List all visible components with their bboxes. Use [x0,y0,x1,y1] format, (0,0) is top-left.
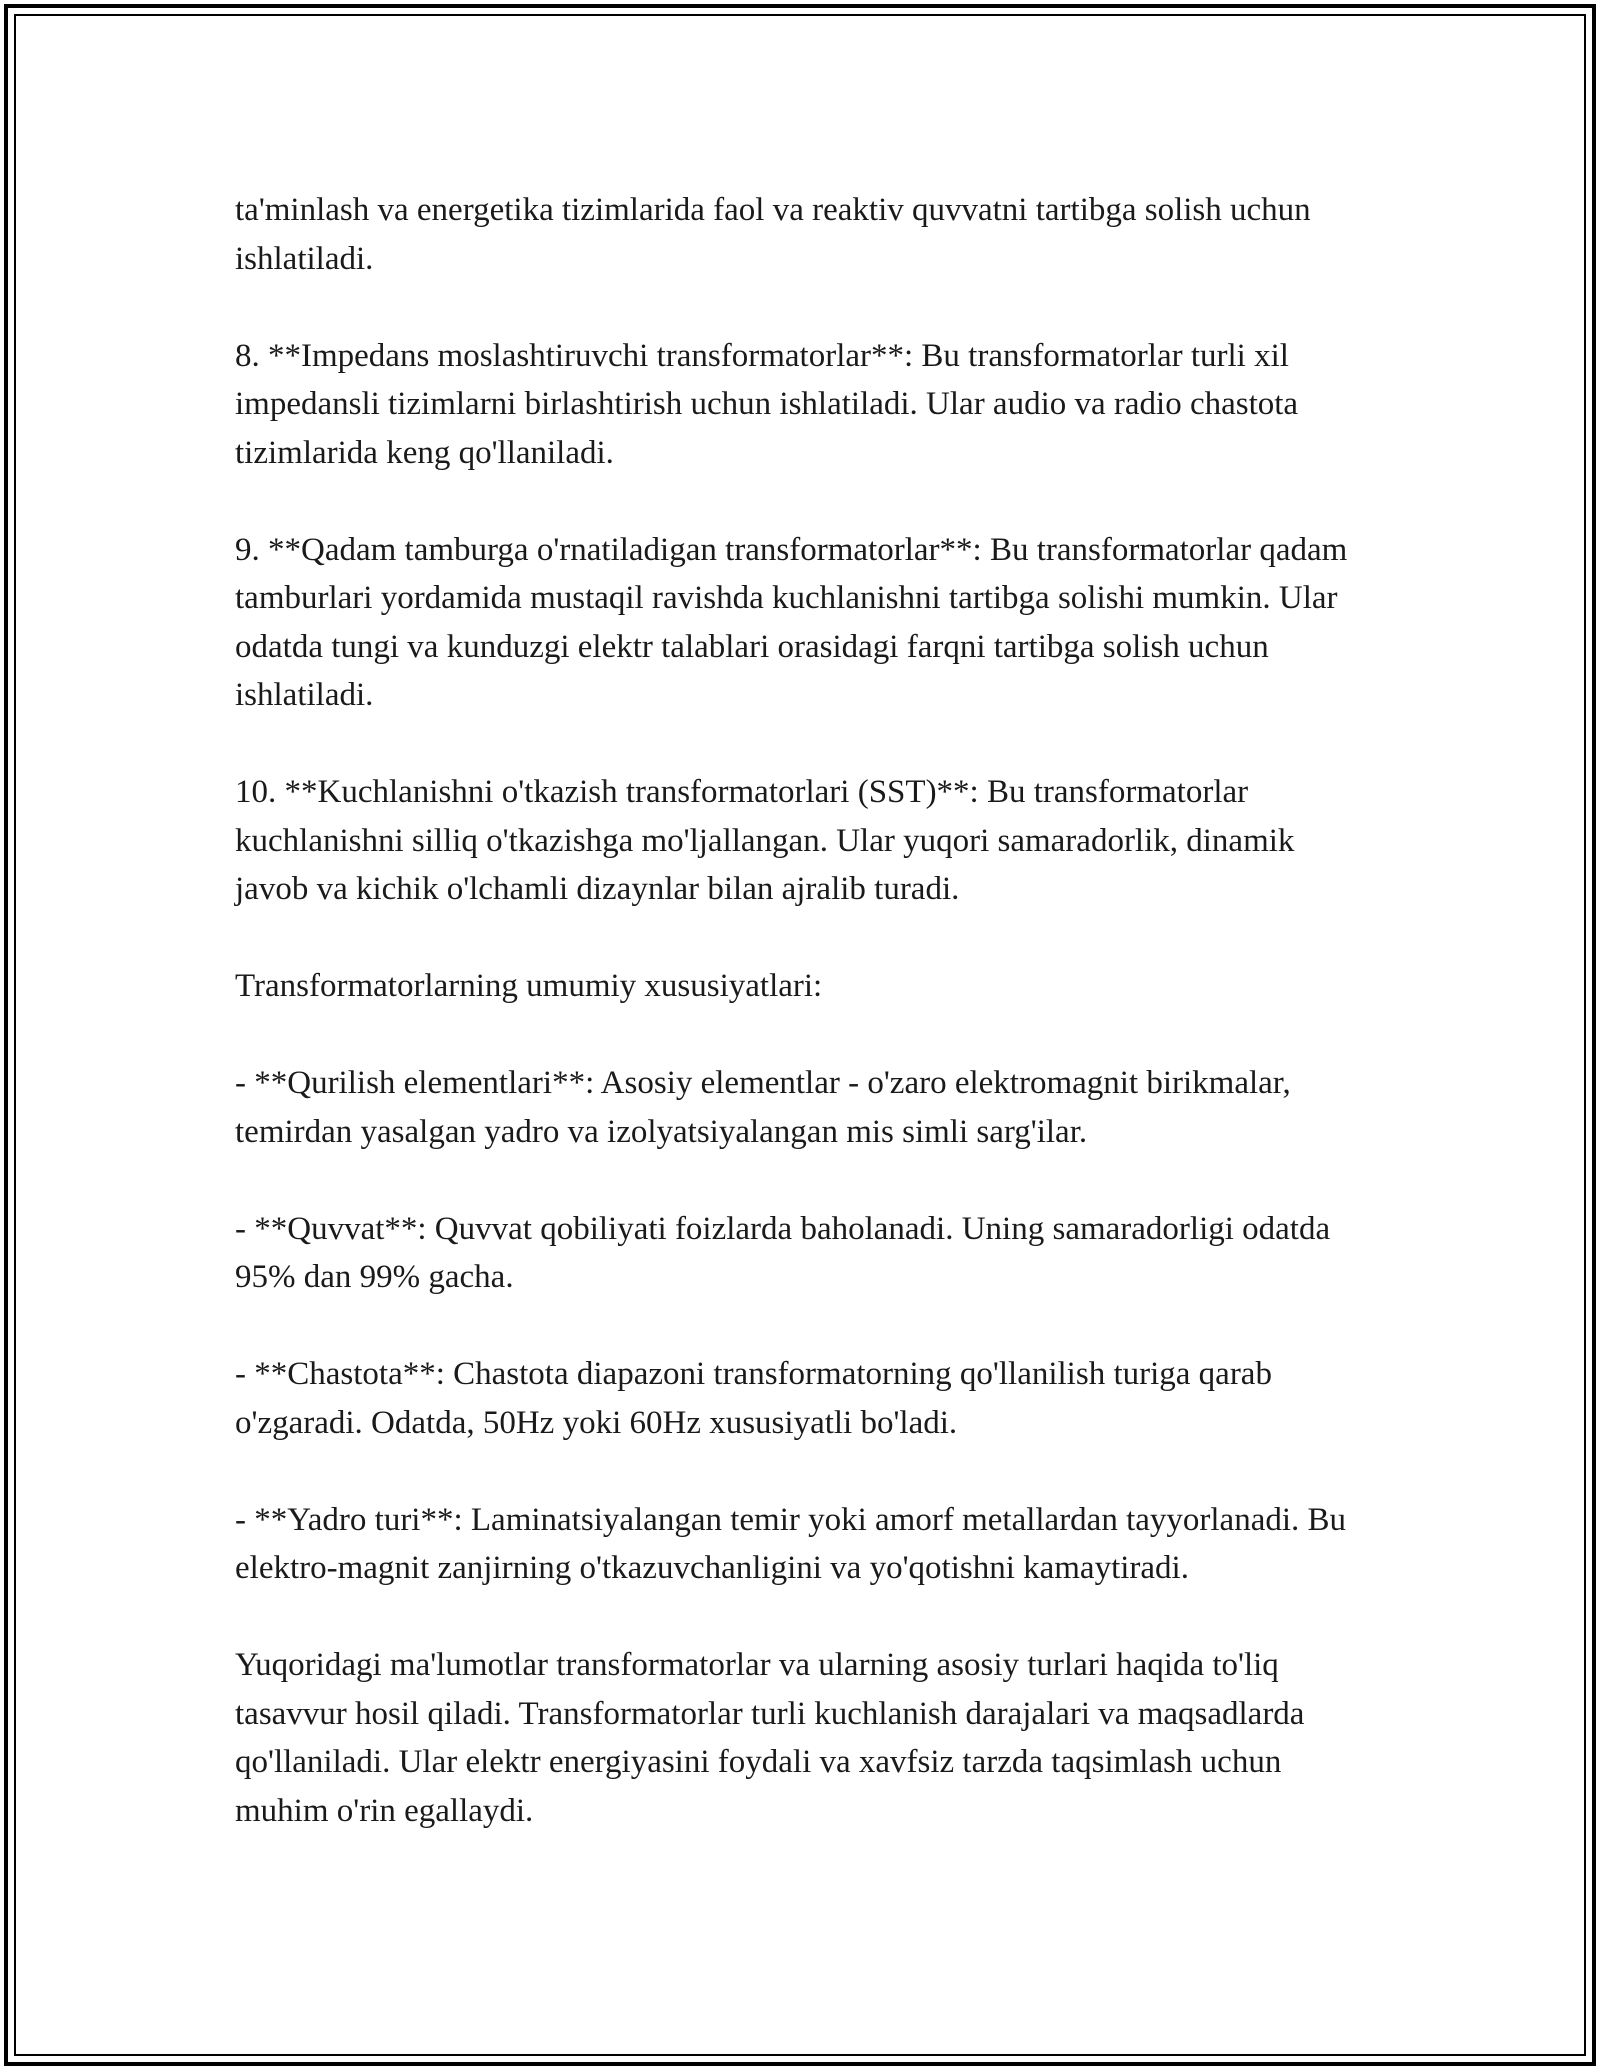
paragraph-item-9: 9. **Qadam tamburga o'rnatiladigan transformatorlar**: Bu transformatorlar qadam tamburlari yordamida mustaqil ravishda kuchlanishni tartibga solishi mumkin. Ular odatda tungi va kunduzgi elektr talablari orasidagi farqni tartibga solish uchun ishlatiladi. [235,531,1348,713]
paragraph-item-8: 8. **Impedans moslashtiruvchi transformatorlar**: Bu transformatorlar turli xil impedansli tizimlarni birlashtirish uchun ishlatiladi. Ular audio va radio chastota tizimlarida keng qo'llaniladi. [235,337,1299,471]
paragraph-conclusion: Yuqoridagi ma'lumotlar transformatorlar va ularning asosiy turlari haqida to'liq tasavvur hosil qiladi. Transformatorlar turli kuchlanish darajalari va maqsadlarda qo'llaniladi. Ular elektr energiyasini foydali va xavfsiz tarzda taqsimlash uchun muhim o'rin egallaydi. [235,1647,1305,1829]
bullet-power: - **Quvvat**: Quvvat qobiliyati foizlarda baholanadi. Uning samaradorligi odatda 95% dan 99% gacha. [235,1210,1331,1295]
bullet-frequency: - **Chastota**: Chastota diapazoni transformatorning qo'llanilish turiga qarab o'zgaradi. Odatda, 50Hz yoki 60Hz xususiyatli bo'ladi. [235,1356,1272,1441]
bullet-construction-elements: - **Qurilish elementlari**: Asosiy elementlar - o'zaro elektromagnit birikmalar, temirdan yasalgan yadro va izolyatsiyalangan mis simli sarg'ilar. [235,1065,1291,1150]
bullet-core-type: - **Yadro turi**: Laminatsiyalangan temir yoki amorf metallardan tayyorlanadi. Bu elektro-magnit zanjirning o'tkazuvchanligini va yo'qotishni kamaytiradi. [235,1501,1347,1586]
document-body [235,186,1375,1835]
paragraph-continuation: ta'minlash va energetika tizimlarida faol va reaktiv quvvatni tartibga solish uchun ishlatiladi. [235,192,1311,277]
paragraph-item-10: 10. **Kuchlanishni o'tkazish transformatorlari (SST)**: Bu transformatorlar kuchlanishni silliq o'tkazishga mo'ljallangan. Ular yuqori samaradorlik, dinamik javob va kichik o'lchamli dizaynlar bilan ajralib turadi. [235,774,1295,907]
section-heading-common-properties: Transformatorlarning umumiy xususiyatlari: [235,968,823,1004]
